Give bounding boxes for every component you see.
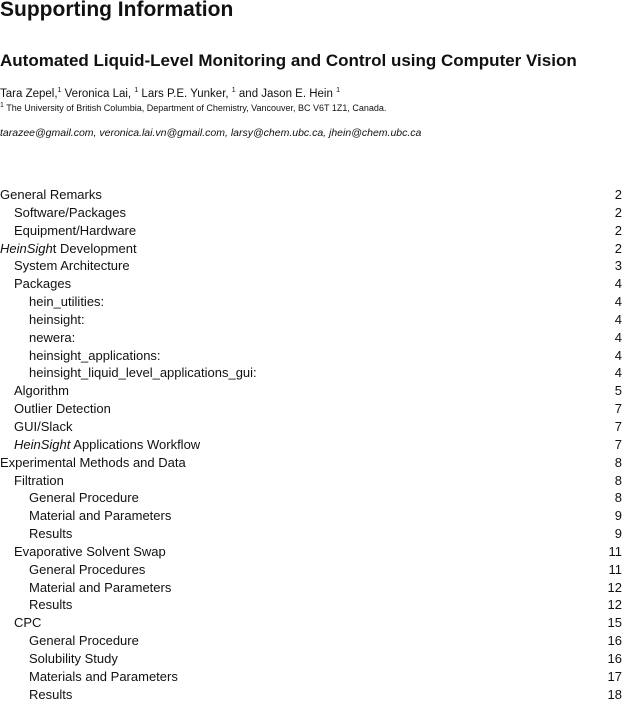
toc-entry-page-number: 8 (614, 490, 622, 506)
toc-entry[interactable] (0, 293, 622, 311)
toc-entry[interactable] (0, 686, 622, 703)
author-name: Lars P.E. Yunker, (138, 87, 232, 100)
toc-entry-title-text: GUI/Slack (14, 418, 73, 434)
toc-entry-title-text: Applications Workflow (70, 436, 201, 452)
toc-entry[interactable] (0, 204, 622, 222)
toc-entry-title (29, 329, 75, 347)
toc-entry-page-number: 4 (614, 276, 622, 292)
toc-entry-title (14, 400, 111, 418)
toc-entry-title (29, 686, 72, 703)
toc-entry-title (14, 204, 126, 222)
toc-entry-title-italic: HeinSight (14, 436, 71, 452)
affiliation-mark: 1 (0, 102, 4, 109)
toc-entry-title (14, 222, 136, 240)
toc-entry-title-text: Packages (14, 276, 72, 292)
toc-entry-page-number: 7 (614, 436, 622, 452)
toc-entry-page-number: 7 (614, 401, 622, 417)
toc-entry[interactable] (0, 364, 622, 382)
document-title: Supporting Information (0, 0, 234, 21)
toc-entry-page-number: 11 (608, 561, 622, 577)
toc-entry-title (14, 275, 71, 293)
toc-entry-page-number: 7 (614, 418, 622, 434)
author-name: and Jason E. Hein (235, 87, 337, 100)
toc-entry[interactable] (0, 472, 622, 490)
toc-entry[interactable] (0, 596, 622, 614)
toc-entry-title (29, 364, 257, 382)
toc-entry-title-text: CPC (14, 615, 42, 631)
toc-entry[interactable] (0, 418, 622, 436)
toc-entry-title (14, 382, 69, 400)
toc-entry-page-number: 2 (614, 240, 622, 256)
toc-entry-page-number: 4 (614, 294, 622, 310)
toc-entry[interactable] (0, 632, 622, 650)
toc-entry-page-number: 16 (607, 633, 622, 649)
toc-entry-title (29, 347, 161, 365)
toc-entry-page-number: 9 (614, 526, 622, 542)
toc-entry-title (29, 561, 145, 579)
toc-entry[interactable] (0, 668, 622, 686)
toc-entry[interactable] (0, 311, 622, 329)
toc-entry-title-text: General Procedures (29, 561, 146, 577)
toc-entry-title-text: hein_utilities: (29, 294, 105, 310)
toc-entry-title (29, 596, 72, 614)
toc-entry-title-text: Results (29, 526, 73, 542)
toc-entry-page-number: 4 (614, 329, 622, 345)
toc-entry-page-number: 2 (614, 222, 622, 238)
toc-entry-title-italic: HeinSigh (0, 240, 53, 256)
toc-entry-title (29, 632, 139, 650)
toc-entry-title (0, 454, 186, 472)
toc-entry-title (14, 257, 130, 275)
toc-entry-title-text: System Architecture (14, 258, 130, 274)
toc-entry-title-text: heinsight_liquid_level_applications_gui: (29, 365, 257, 381)
toc-entry[interactable] (0, 507, 622, 525)
toc-entry-title-text: Evaporative Solvent Swap (14, 543, 166, 559)
toc-entry-title (29, 579, 171, 597)
toc-entry-title (29, 525, 72, 543)
toc-entry[interactable] (0, 240, 622, 258)
author-affiliation-mark: 1 (57, 87, 62, 94)
toc-entry-page-number: 15 (607, 615, 622, 631)
author-emails: tarazee@gmail.com, veronica.lai.vn@gmail.com, larsy@chem.ubc.ca, jhein@chem.ubc.ca (0, 127, 422, 139)
toc-entry-page-number: 11 (608, 543, 622, 559)
author-name: Veronica Lai, (61, 87, 135, 100)
toc-entry[interactable] (0, 347, 622, 365)
toc-entry-page-number: 2 (614, 204, 622, 220)
toc-entry[interactable] (0, 561, 622, 579)
toc-entry-title-text: Experimental Methods and Data (0, 454, 186, 470)
affiliation-text: The University of British Columbia, Department of Chemistry, Vancouver, BC V6T 1Z1, Canada. (3, 103, 387, 113)
toc-entry-title (29, 311, 85, 329)
toc-entry[interactable] (0, 329, 622, 347)
affiliation-line (0, 99, 386, 115)
toc-entry[interactable] (0, 579, 622, 597)
toc-entry-title-text: Software/Packages (14, 204, 127, 220)
toc-entry-page-number: 4 (614, 365, 622, 381)
author-affiliation-mark: 1 (231, 87, 236, 94)
toc-entry-title (29, 507, 171, 525)
toc-entry-page-number: 18 (607, 686, 622, 702)
toc-entry-page-number: 17 (607, 668, 622, 684)
toc-entry-page-number: 9 (614, 508, 622, 524)
author-affiliation-mark: 1 (134, 87, 139, 94)
toc-entry-page-number: 12 (607, 597, 622, 613)
toc-entry[interactable] (0, 454, 622, 472)
toc-entry-page-number: 3 (614, 258, 622, 274)
toc-entry-title-text: General Procedure (29, 633, 139, 649)
toc-entry-title (14, 543, 166, 561)
toc-entry-title-text: Filtration (14, 472, 64, 488)
toc-entry[interactable] (0, 650, 622, 668)
table-of-contents (0, 186, 622, 703)
toc-entry-title-text: Material and Parameters (29, 579, 172, 595)
toc-entry-title-text: heinsight_applications: (29, 347, 161, 363)
toc-entry-title-text: Solubility Study (29, 650, 118, 666)
toc-entry-page-number: 2 (614, 187, 622, 202)
toc-entry[interactable] (0, 489, 622, 507)
toc-entry[interactable] (0, 525, 622, 543)
toc-entry[interactable] (0, 400, 622, 418)
toc-entry-page-number: 16 (607, 650, 622, 666)
toc-entry-title-text: Algorithm (14, 383, 69, 399)
toc-entry-title-text: Materials and Parameters (29, 668, 178, 684)
toc-entry-title (29, 650, 118, 668)
toc-entry[interactable] (0, 186, 622, 204)
toc-entry-title-text: newera: (29, 329, 76, 345)
author-affiliation-mark: 1 (336, 87, 340, 94)
paper-title: Automated Liquid-Level Monitoring and Control using Computer Vision (0, 51, 577, 70)
toc-entry-title-text: Results (29, 686, 73, 702)
toc-entry-title-text: Material and Parameters (29, 508, 172, 524)
toc-entry[interactable] (0, 382, 622, 400)
toc-entry-title-text: Equipment/Hardware (14, 222, 137, 238)
toc-entry-page-number: 5 (614, 383, 622, 399)
toc-entry-title (14, 418, 73, 436)
toc-entry[interactable] (0, 222, 622, 240)
toc-entry-page-number: 4 (614, 347, 622, 363)
toc-entry-title-text: heinsight: (29, 311, 85, 327)
toc-entry-page-number: 8 (614, 472, 622, 488)
toc-entry-page-number: 4 (614, 311, 622, 327)
toc-entry-title (0, 240, 137, 258)
toc-entry[interactable] (0, 436, 622, 454)
toc-entry-title (29, 668, 178, 686)
toc-entry-title-text: General Procedure (29, 490, 139, 506)
toc-entry[interactable] (0, 275, 622, 293)
toc-entry-title (29, 489, 139, 507)
toc-entry-title (14, 436, 200, 454)
toc-entry-title (14, 472, 64, 490)
toc-entry[interactable] (0, 543, 622, 561)
toc-entry-title-text: t Development (52, 240, 137, 256)
toc-entry-title (29, 293, 104, 311)
toc-entry-title-text: Outlier Detection (14, 401, 111, 417)
toc-entry-title-text: Results (29, 597, 73, 613)
toc-entry-title-text: General Remarks (0, 187, 102, 202)
toc-entry-page-number: 12 (607, 579, 622, 595)
toc-entry-title (14, 614, 41, 632)
author-name: Tara Zepel, (0, 87, 58, 100)
toc-entry-title (0, 186, 102, 204)
toc-entry-page-number: 8 (614, 454, 622, 470)
toc-entry[interactable] (0, 257, 622, 275)
toc-entry[interactable] (0, 614, 622, 632)
